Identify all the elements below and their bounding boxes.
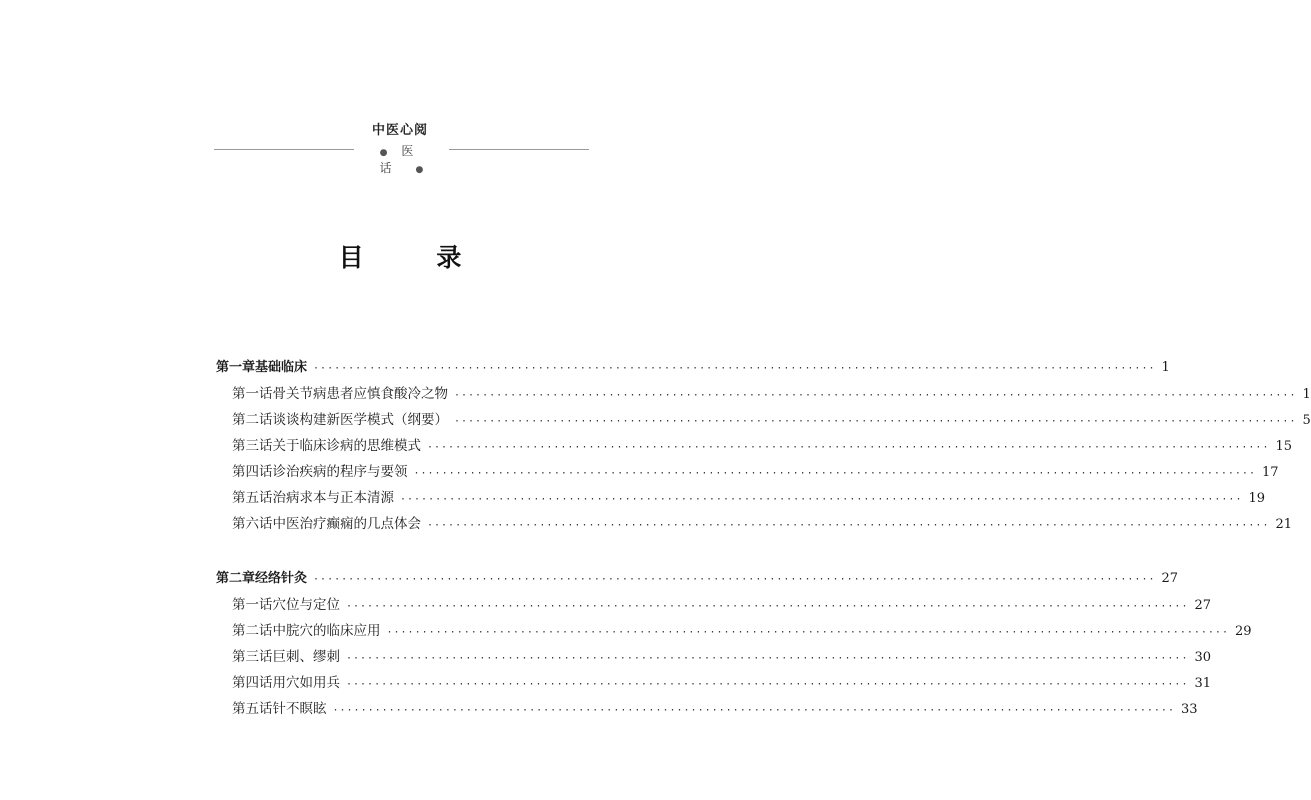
- entry-dot-leader: ························································································································: [386, 627, 1229, 638]
- table-of-contents: [216, 355, 1311, 722]
- toc-entry-row[interactable]: [216, 592, 1212, 618]
- entry-num: 第一话: [232, 386, 273, 402]
- entry-page-number: 1: [1302, 387, 1311, 402]
- entry-num: 第二话: [232, 412, 273, 428]
- entry-page-number: 30: [1194, 650, 1212, 665]
- entry-dot-leader: ························································································································: [413, 468, 1256, 479]
- entry-title: 骨关节病患者应慎食酸冷之物: [272, 386, 448, 402]
- entry-page-number: 19: [1248, 491, 1266, 506]
- entry-page-number: 29: [1234, 624, 1252, 639]
- entry-num: 第一话: [232, 597, 273, 613]
- ornament-dot-icon: ●: [379, 148, 388, 158]
- entry-dot-leader: ························································································································: [427, 442, 1270, 453]
- toc-entry-row[interactable]: [216, 381, 1311, 407]
- entry-num: 第四话: [232, 464, 273, 480]
- entry-title: 穴位与定位: [272, 597, 340, 613]
- entry-dot-leader: ························································································································: [454, 416, 1297, 427]
- entry-dot-leader: ························································································································: [346, 653, 1189, 664]
- entry-title: 关于临床诊病的思维模式: [272, 438, 421, 454]
- entry-title: 谈谈构建新医学模式（纲要）: [272, 412, 448, 428]
- chapter-page-number: 27: [1161, 571, 1179, 586]
- series-title: 中医心阅: [371, 123, 428, 138]
- entry-title: 诊治疾病的程序与要领: [272, 464, 408, 480]
- chapter-num: 第二章: [216, 571, 256, 586]
- toc-entry-row[interactable]: [216, 511, 1293, 537]
- entry-title: 巨刺、缪刺: [272, 649, 340, 665]
- entry-num: 第五话: [232, 490, 273, 506]
- running-header: [0, 119, 800, 138]
- toc-entry-row[interactable]: [216, 670, 1212, 696]
- header-rule-right-line: [449, 149, 589, 150]
- entry-title: 用穴如用兵: [272, 675, 340, 691]
- toc-entry-row[interactable]: [216, 696, 1198, 722]
- entry-dot-leader: ························································································································: [346, 679, 1189, 690]
- entry-title: 针不瞑眩: [272, 701, 327, 717]
- chapter-title: 经络针灸: [255, 571, 308, 586]
- entry-page-number: 33: [1180, 702, 1198, 717]
- entry-page-number: 21: [1275, 517, 1293, 532]
- toc-entry-row[interactable]: [216, 407, 1311, 433]
- entry-dot-leader: ························································································································: [454, 390, 1297, 401]
- entry-dot-leader: ························································································································: [400, 494, 1243, 505]
- toc-entry-row[interactable]: [216, 644, 1212, 670]
- entry-title: 治病求本与正本清源: [272, 490, 394, 506]
- entry-dot-leader: ························································································································: [332, 705, 1175, 716]
- header-rule: [214, 142, 589, 175]
- toc-entry-row[interactable]: [216, 485, 1266, 511]
- chapter-page-number: 1: [1161, 360, 1170, 375]
- chapter-num: 第一章: [216, 360, 256, 375]
- entry-page-number: 27: [1194, 598, 1212, 613]
- entry-num: 第六话: [232, 516, 273, 532]
- ornament-dot-icon: ●: [415, 165, 424, 175]
- entry-num: 第四话: [232, 675, 273, 691]
- chapter-dot-leader: ························································································································: [313, 574, 1156, 585]
- toc-entry-row[interactable]: [216, 433, 1293, 459]
- entry-page-number: 15: [1275, 439, 1293, 454]
- toc-entry-row[interactable]: [216, 459, 1279, 485]
- entry-title: 中医治疗癫痫的几点体会: [272, 516, 421, 532]
- chapter-spacer: [216, 537, 588, 566]
- toc-entry-row[interactable]: [216, 618, 1252, 644]
- subseries-title: 医 话: [379, 144, 424, 175]
- entry-num: 第二话: [232, 623, 273, 639]
- chapter-dot-leader: ························································································································: [313, 363, 1156, 374]
- chapter-title: 基础临床: [255, 360, 308, 375]
- entry-dot-leader: ························································································································: [427, 520, 1270, 531]
- entry-num: 第三话: [232, 649, 273, 665]
- toc-chapter-row[interactable]: [216, 355, 1170, 381]
- entry-page-number: 31: [1194, 676, 1212, 691]
- toc-chapter-row[interactable]: [216, 566, 1179, 592]
- entry-title: 中脘穴的临床应用: [272, 623, 381, 639]
- header-rule-center: [364, 142, 439, 176]
- page-title: 目 录: [338, 243, 494, 272]
- entry-num: 第五话: [232, 701, 273, 717]
- entry-num: 第三话: [232, 438, 273, 454]
- header-rule-left-line: [214, 149, 354, 150]
- entry-page-number: 17: [1261, 465, 1279, 480]
- entry-dot-leader: ························································································································: [346, 601, 1189, 612]
- entry-page-number: 5: [1302, 413, 1311, 428]
